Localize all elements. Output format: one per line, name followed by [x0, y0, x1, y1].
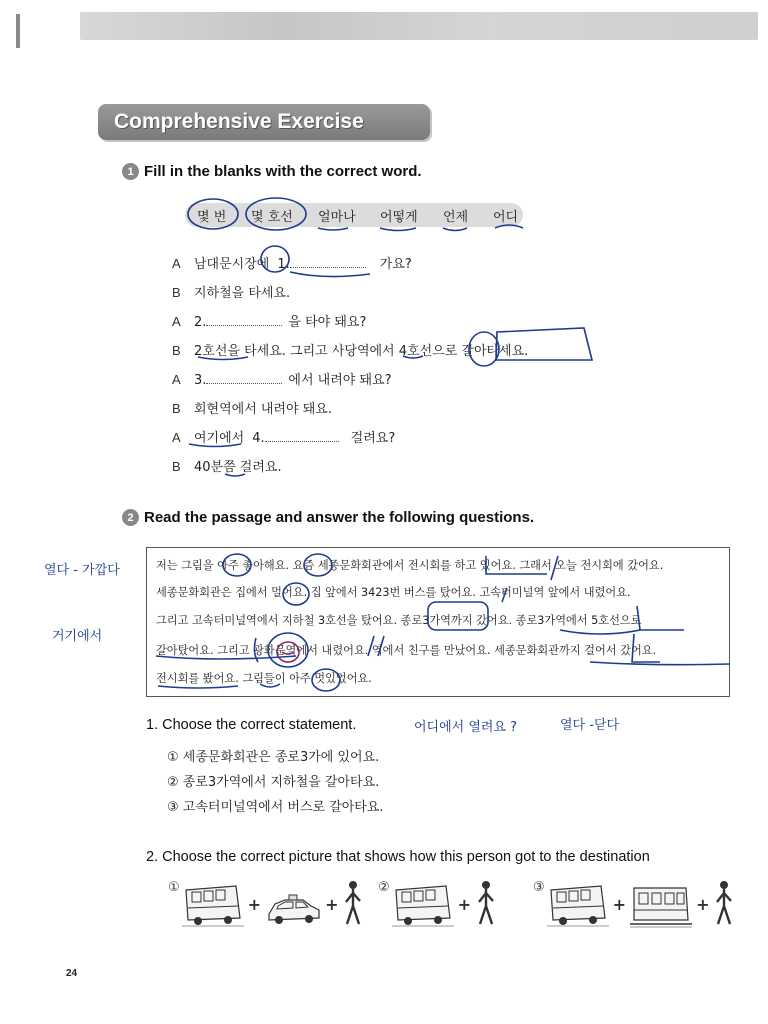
dialogue-text: 에서 내려야 돼요?: [288, 373, 392, 388]
dialogue-text: 을 타야 돼요?: [288, 315, 367, 330]
sub-question-1-label: 1. Choose the correct statement.: [146, 717, 357, 733]
bus-icon: [392, 880, 454, 928]
word-bank-item: 얼마나: [318, 210, 356, 225]
option-number: ①: [168, 880, 180, 895]
walking-person-icon: [475, 880, 497, 928]
bus-icon: [547, 880, 609, 928]
speaker-label: A: [172, 372, 181, 387]
dialogue-text: 남대문시장에: [194, 257, 270, 272]
walking-person-icon: [713, 880, 735, 928]
dialogue-line: [172, 398, 332, 417]
picture-option-3[interactable]: [533, 880, 735, 928]
word-bank-item: 어디: [493, 210, 519, 225]
answer-option[interactable]: ② 종로3가역에서 지하철을 갈아타요.: [167, 775, 380, 790]
question-2-header: [122, 509, 534, 526]
blank-number: 2.: [194, 315, 207, 330]
handwritten-note: 열다 -닫다: [560, 718, 620, 733]
margin-note: 거기에서: [52, 629, 103, 644]
answer-blank[interactable]: [206, 311, 282, 326]
dialogue-line: [172, 311, 366, 330]
speaker-label: B: [172, 459, 181, 474]
walking-person-icon: [342, 880, 364, 928]
dialogue-text: 가요?: [379, 257, 412, 272]
page-edge-mark: [16, 14, 20, 48]
section-title: Comprehensive Exercise: [114, 110, 364, 133]
question-1-number: 1: [122, 163, 139, 180]
answer-blank[interactable]: [206, 369, 282, 384]
dialogue-line: [172, 427, 395, 446]
handwritten-note: 어디에서 열려요 ?: [414, 720, 518, 735]
question-2-heading: Read the passage and answer the following questions.: [144, 509, 535, 526]
picture-option-2[interactable]: [378, 880, 497, 928]
speaker-label: A: [172, 314, 181, 329]
word-bank-item: 몇 번: [197, 210, 227, 225]
speaker-label: A: [172, 256, 181, 271]
dialogue-line: [172, 369, 391, 388]
answer-option[interactable]: ③ 고속터미널역에서 버스로 갈아타요.: [167, 800, 384, 815]
word-bank-item: 어떻게: [380, 210, 418, 225]
header-band: [80, 12, 758, 40]
speaker-label: B: [172, 285, 181, 300]
dialogue-text: 걸려요?: [350, 431, 396, 446]
dialogue-text: 2호선을 타세요. 그리고 사당역에서 4호선으로 갈아타세요.: [194, 344, 529, 359]
blank-number: 4.: [252, 431, 265, 446]
subway-train-icon: [630, 880, 692, 928]
speaker-label: B: [172, 343, 181, 358]
dialogue-line: [172, 340, 528, 359]
speaker-label: A: [172, 430, 181, 445]
bus-icon: [182, 880, 244, 928]
plus-sign: +: [612, 895, 627, 914]
word-bank-item: 언제: [443, 210, 469, 225]
answer-blank[interactable]: [290, 253, 366, 268]
passage-line: 갈아탔어요. 그리고 광화문역에서 내렸어요. 역에서 친구를 만났어요. 세종문화회관까지 걸어서 갔어요.: [156, 644, 657, 657]
answer-option[interactable]: ① 세종문화회관은 종로3가에 있어요.: [167, 750, 380, 765]
plus-sign: +: [325, 895, 339, 914]
section-title-banner: [98, 104, 430, 140]
passage-line: 저는 그림을 아주 좋아해요. 요즘 세종문화회관에서 전시회를 하고 있어요. 그래서 오늘 전시회에 갔어요.: [156, 559, 664, 572]
dialogue-line: [172, 253, 412, 272]
word-bank-item: 몇 호선: [251, 210, 293, 225]
blank-number: 3.: [194, 373, 207, 388]
dialogue-text: 회현역에서 내려야 돼요.: [194, 402, 332, 417]
speaker-label: B: [172, 401, 181, 416]
dialogue-text: 여기에서: [194, 431, 245, 446]
picture-option-1[interactable]: [168, 880, 364, 928]
passage-line: 그리고 고속터미널역에서 지하철 3호선을 탔어요. 종로3가역까지 갔어요. 종로3가역에서 5호선으로: [156, 614, 642, 627]
option-number: ②: [378, 880, 390, 895]
dialogue-text: 지하철을 타세요.: [194, 286, 291, 301]
blank-number: 1.: [277, 257, 290, 272]
question-1-header: [122, 163, 422, 180]
dialogue-line: [172, 282, 290, 301]
option-number: ③: [533, 880, 545, 895]
margin-note: 열다 - 가깝다: [44, 563, 120, 578]
dialogue-line: [172, 456, 282, 475]
question-2-number: 2: [122, 509, 139, 526]
plus-sign: +: [457, 895, 472, 914]
dialogue-text: 40분쯤 걸려요.: [194, 460, 282, 475]
answer-blank[interactable]: [265, 427, 339, 442]
passage-line: 전시회를 봤어요. 그림들이 아주 멋있었어요.: [156, 672, 372, 685]
question-1-heading: Fill in the blanks with the correct word.: [144, 163, 422, 180]
taxi-icon: [265, 888, 321, 928]
page-number: 24: [66, 968, 78, 979]
plus-sign: +: [696, 895, 710, 914]
passage-line: 세종문화회관은 집에서 멀어요. 집 앞에서 3423번 버스를 탔어요. 고속터미널역 앞에서 내렸어요.: [156, 586, 631, 599]
plus-sign: +: [247, 895, 262, 914]
sub-question-2-label: 2. Choose the correct picture that shows how this person got to the destination: [146, 849, 650, 865]
